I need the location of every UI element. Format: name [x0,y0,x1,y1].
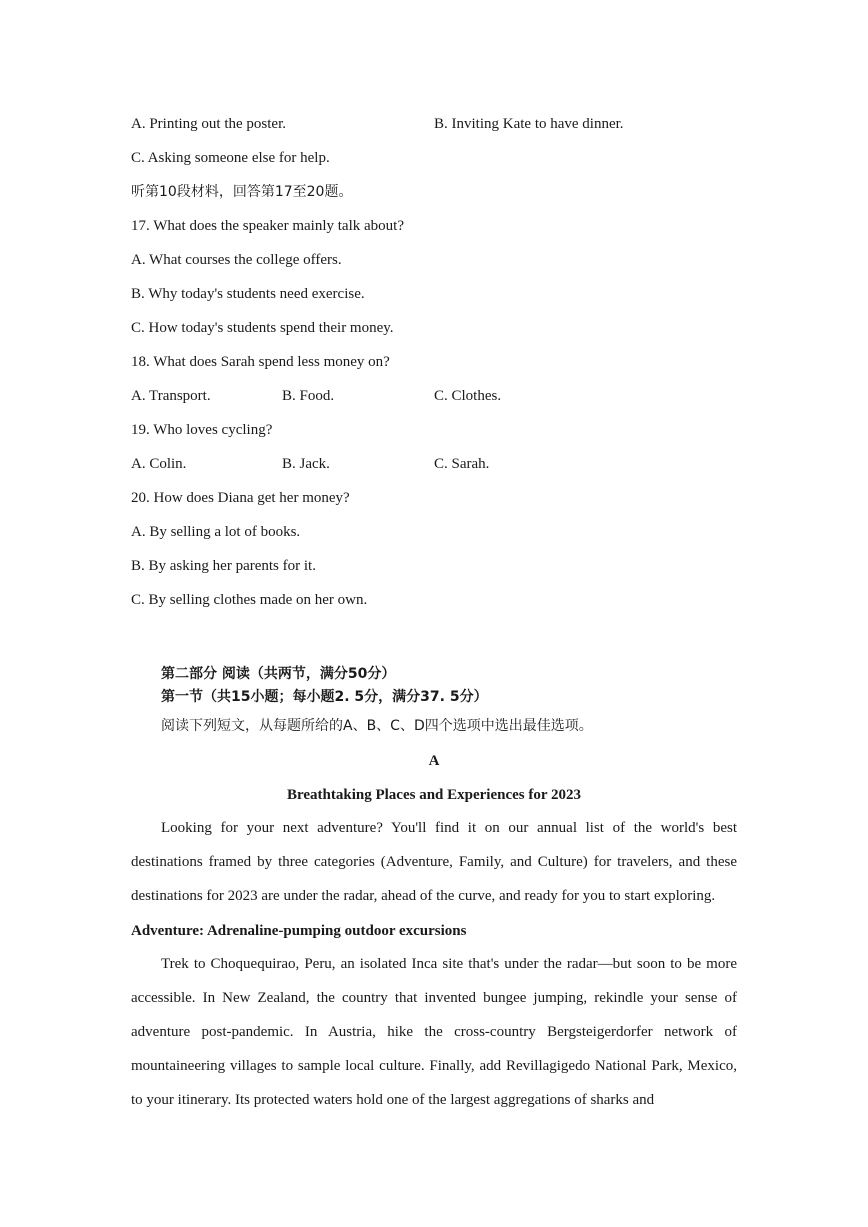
q16-option-b: B. Inviting Kate to have dinner. [434,116,624,132]
q20-option-c: C. By selling clothes made on her own. [131,592,368,608]
passage-letter: A [428,753,440,769]
passage-subheading: Adventure: Adrenaline-pumping outdoor excursions [131,923,467,939]
q18-option-a: A. Transport. [131,388,211,404]
q17-option-c: C. How today's students spend their money. [131,320,394,336]
q20-question: 20. How does Diana get her money? [131,490,350,506]
q18-option-c: C. Clothes. [434,388,502,404]
q20-option-a: A. By selling a lot of books. [131,524,301,540]
section1-heading: 第一节（共15小题；每小题2. 5分，满分37. 5分） [161,689,488,705]
q18-option-b: B. Food. [282,388,335,404]
passage-intro: Looking for your next adventure? You'll find it on our annual list of the world's best destinations framed by three categories (Adventure, Family, and Culture) for travelers, and these destinations for 2023 are under the radar, ahead of the curve, and ready for you to start exploring. [131,820,737,905]
part2-heading: 第二部分 阅读（共两节，满分50分） [161,666,396,682]
reading-instruction: 阅读下列短文，从每题所给的A、B、C、D四个选项中选出最佳选项。 [161,718,593,734]
q18-question: 18. What does Sarah spend less money on? [131,354,390,370]
passage-body: Trek to Choquequirao, Peru, an isolated Inca site that's under the radar—but soon to be more accessible. In New Zealand, the country that invented bungee jumping, rekindle your sense of adventure post-pandemic. In Austria, hike the cross-country Bergsteigerdorfer network of mountaineering villages to sample local culture. Finally, add Revillagigedo National Park, Mexico, to your itinerary. Its protected waters hold one of the largest aggregations of sharks and [131,956,737,1109]
q19-option-a: A. Colin. [131,456,187,472]
q20-option-b: B. By asking her parents for it. [131,558,316,574]
q17-question: 17. What does the speaker mainly talk about? [131,218,404,234]
q17-option-a: A. What courses the college offers. [131,252,342,268]
section10-instruction: 听第10段材料，回答第17至20题。 [131,184,353,200]
q16-option-a: A. Printing out the poster. [131,116,286,132]
q16-option-c: C. Asking someone else for help. [131,150,330,166]
q19-option-b: B. Jack. [282,456,330,472]
q19-question: 19. Who loves cycling? [131,422,273,438]
q17-option-b: B. Why today's students need exercise. [131,286,365,302]
passage-title: Breathtaking Places and Experiences for 2023 [286,787,582,803]
q19-option-c: C. Sarah. [434,456,490,472]
